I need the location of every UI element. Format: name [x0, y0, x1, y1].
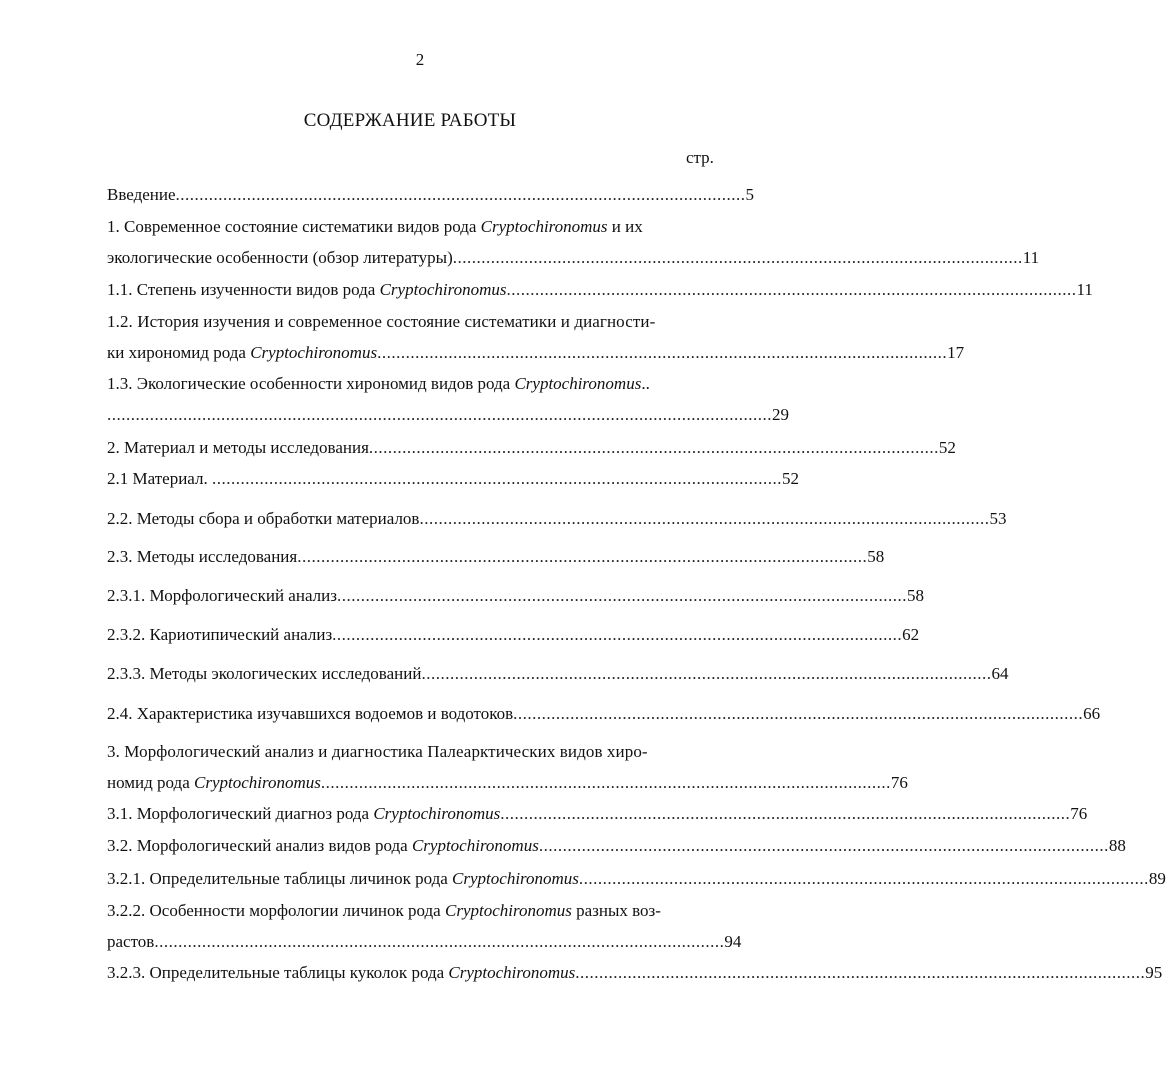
toc-entry-text: 2.3.2. Кариотипический анализ	[107, 625, 333, 644]
toc-page-number: 11	[1022, 248, 1040, 267]
toc-entry-text: Введение	[107, 185, 176, 204]
toc-entry-text-line2: ки хирономид рода	[107, 343, 251, 362]
toc-entry-text-line2: растов	[107, 932, 155, 951]
toc-page-number: 76	[1070, 804, 1088, 823]
toc-entry-text-cont: ..	[641, 374, 650, 393]
toc-entry-1-1: 1.1. Степень изученности видов рода Cryptochironomus ........................................................................................................................ 11	[107, 280, 1093, 299]
toc-page-number: 29	[772, 405, 789, 424]
toc-entry-2-3-3: 2.3.3. Методы экологических исследований ........................................................................................................................ 64	[107, 664, 1009, 683]
genus-name: Cryptochironomus	[514, 374, 642, 393]
genus-name: Cryptochironomus	[373, 804, 501, 823]
toc-entry-text-cont: разных воз-	[571, 901, 661, 920]
genus-name: Cryptochironomus	[444, 901, 572, 920]
page-number: 2	[415, 50, 425, 69]
toc-entry-text: 3.2. Морфологический анализ видов рода	[107, 836, 412, 855]
toc-entry-1-2: 1.2. История изучения и современное состояние систематики и диагности- ки хирономид рода Cryptochironomus ........................................................................................................................ 17	[107, 312, 965, 362]
toc-page-number: 94	[724, 932, 742, 951]
toc-entry-2: 2. Материал и методы исследования ........................................................................................................................ 52	[107, 438, 956, 457]
toc-entry-text: 1. Современное состояние систематики видов рода	[107, 217, 481, 236]
toc-entry-text: 3.2.2. Особенности морфологии личинок рода	[107, 901, 445, 920]
toc-entry-2-1: 2.1 Материал. ........................................................................................................................ 52	[107, 469, 799, 488]
toc-entry-2-4: 2.4. Характеристика изучавшихся водоемов и водотоков ........................................................................................................................ 66	[107, 704, 1101, 723]
toc-entry-text: 1.3. Экологические особенности хирономид видов рода	[107, 374, 515, 393]
toc-page-number: 5	[745, 185, 755, 204]
toc-entry-text: 2.2. Методы сбора и обработки материалов	[107, 509, 420, 528]
toc-entry-intro: Введение ........................................................................................................................ 5	[107, 185, 755, 204]
genus-name: Cryptochironomus	[480, 217, 608, 236]
toc-entry-text: 2.1 Материал.	[107, 469, 212, 488]
toc-entry-text: 2. Материал и методы исследования	[107, 438, 369, 457]
toc-entry-text: 2.3. Методы исследования	[107, 547, 298, 566]
toc-entry-2-3: 2.3. Методы исследования ........................................................................................................................ 58	[107, 547, 885, 566]
toc-entry-2-3-1: 2.3.1. Морфологический анализ ........................................................................................................................ 58	[107, 586, 924, 605]
toc-page-number: 89	[1148, 869, 1166, 888]
toc-entry-text: 1.1. Степень изученности видов рода	[107, 280, 380, 299]
toc-page-number: 88	[1108, 836, 1126, 855]
toc-entry-text: 3.2.3. Определительные таблицы куколок рода	[107, 963, 449, 982]
toc-entry-text-line2: номид рода	[107, 773, 194, 792]
toc-entry-2-3-2: 2.3.2. Кариотипический анализ ........................................................................................................................ 62	[107, 625, 920, 644]
toc-entry-text-cont: и их	[607, 217, 643, 236]
toc-page-number: 66	[1083, 704, 1101, 723]
toc-entry-text: 1.2. История изучения и современное состояние систематики и диагности-	[107, 312, 656, 331]
toc-entry-text: 3.1. Морфологический диагноз рода	[107, 804, 374, 823]
toc-page-number: 53	[989, 509, 1007, 528]
genus-name: Cryptochironomus	[193, 773, 321, 792]
genus-name: Cryptochironomus	[250, 343, 378, 362]
toc-entry-3-2-1: 3.2.1. Определительные таблицы личинок рода Cryptochironomus ........................................................................................................................ 89	[107, 869, 1166, 888]
toc-entry-3-2-3: 3.2.3. Определительные таблицы куколок рода Cryptochironomus ........................................................................................................................ 95	[107, 963, 1163, 982]
toc-entry-text-line2: экологические особенности (обзор литературы)	[107, 248, 453, 267]
toc-page-number: 95	[1145, 963, 1163, 982]
toc-page-number: 76	[890, 773, 908, 792]
toc-entry-3: 3. Морфологический анализ и диагностика Палеарктических видов хиро- номид рода Cryptochironomus ........................................................................................................................ 76	[107, 742, 908, 792]
toc-page-number: 64	[991, 664, 1009, 683]
toc-entry-text: 3.2.1. Определительные таблицы личинок рода	[107, 869, 453, 888]
toc-entry-3-1: 3.1. Морфологический диагноз рода Cryptochironomus ........................................................................................................................ 76	[107, 804, 1088, 823]
toc-entry-text: 2.3.1. Морфологический анализ	[107, 586, 337, 605]
genus-name: Cryptochironomus	[452, 869, 579, 888]
toc-entry-text: 2.3.3. Методы экологических исследований	[107, 664, 422, 683]
genus-name: Cryptochironomus	[379, 280, 507, 299]
toc-page-number: 52	[781, 469, 799, 488]
toc-entry-1: 1. Современное состояние систематики видов рода Cryptochironomus и их экологические особенности (обзор литературы) ........................................................................................................................ 11	[107, 217, 1040, 267]
page-title: СОДЕРЖАНИЕ РАБОТЫ	[303, 110, 517, 131]
toc-page-number: 62	[902, 625, 920, 644]
page-column-label: стр.	[686, 148, 714, 167]
toc-entry-3-2: 3.2. Морфологический анализ видов рода Cryptochironomus ........................................................................................................................ 88	[107, 836, 1126, 855]
toc-page-number: 52	[938, 438, 956, 457]
genus-name: Cryptochironomus	[411, 836, 539, 855]
toc-page-number: 58	[867, 547, 885, 566]
toc-entry-2-2: 2.2. Методы сбора и обработки материалов ........................................................................................................................ 53	[107, 509, 1007, 528]
toc-entry-text: 3. Морфологический анализ и диагностика Палеарктических видов хиро-	[107, 742, 648, 761]
toc-page-number: 17	[947, 343, 965, 362]
toc-entry-3-2-2: 3.2.2. Особенности морфологии личинок рода Cryptochironomus разных воз- растов ........................................................................................................................ 94	[107, 901, 742, 951]
toc-entry-text: 2.4. Характеристика изучавшихся водоемов и водотоков	[107, 704, 514, 723]
toc-page-number: 11	[1076, 280, 1093, 299]
toc-entry-1-3: 1.3. Экологические особенности хирономид видов рода Cryptochironomus.. ............................................................................................................................................ 29	[107, 374, 789, 424]
toc-page-number: 58	[906, 586, 924, 605]
genus-name: Cryptochironomus	[448, 963, 576, 982]
